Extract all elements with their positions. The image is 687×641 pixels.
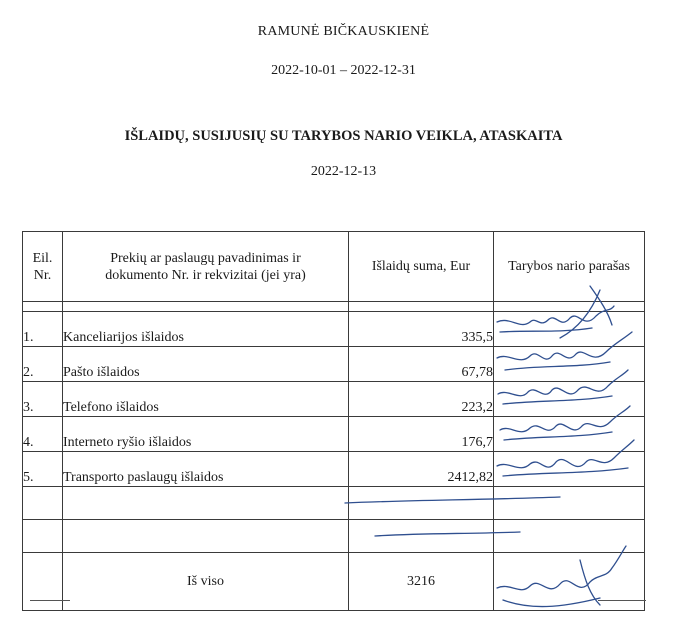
- row-name: Kanceliarijos išlaidos: [63, 312, 349, 347]
- total-signature: [494, 553, 645, 611]
- total-label: Iš viso: [63, 553, 349, 611]
- header-signature: Tarybos nario parašas: [494, 232, 645, 302]
- row-sum: 176,7: [349, 417, 494, 452]
- row-name: Transporto paslaugų išlaidos: [63, 452, 349, 487]
- row-sum: 335,5: [349, 312, 494, 347]
- row-sum: 223,2: [349, 382, 494, 417]
- table-row: [23, 452, 645, 487]
- table-row: [23, 382, 645, 417]
- row-name: Pašto išlaidos: [63, 347, 349, 382]
- header-sum: Išlaidų suma, Eur: [349, 232, 494, 302]
- bottom-rule: [598, 600, 646, 601]
- row-number: 3.: [23, 382, 63, 417]
- report-date: 2022-12-13: [310, 164, 377, 179]
- report-period: 2022-10-01 – 2022-12-31: [271, 63, 416, 78]
- empty-row: [23, 487, 645, 520]
- expense-table: [22, 231, 645, 611]
- report-title: IŠLAIDŲ, SUSIJUSIŲ SU TARYBOS NARIO VEIKLA, ATASKAITA: [124, 128, 563, 144]
- row-signature: [494, 347, 645, 382]
- table-row: [23, 347, 645, 382]
- row-signature: [494, 417, 645, 452]
- table-header-row: [23, 232, 645, 302]
- total-row: [23, 553, 645, 611]
- row-number: 1.: [23, 312, 63, 347]
- row-signature: [494, 312, 645, 347]
- row-number: 2.: [23, 347, 63, 382]
- person-name: RAMUNĖ BIČKAUSKIENĖ: [257, 24, 430, 39]
- table-row: [23, 417, 645, 452]
- bottom-rule: [30, 600, 70, 601]
- row-signature: [494, 452, 645, 487]
- total-value: 3216: [349, 553, 494, 611]
- row-number: 4.: [23, 417, 63, 452]
- spacer-row: [23, 302, 645, 312]
- row-number: 5.: [23, 452, 63, 487]
- row-name: Interneto ryšio išlaidos: [63, 417, 349, 452]
- header-name: Prekių ar paslaugų pavadinimas ir dokumento Nr. ir rekvizitai (jei yra): [63, 232, 349, 302]
- row-sum: 2412,82: [349, 452, 494, 487]
- table-row: [23, 312, 645, 347]
- empty-row: [23, 520, 645, 553]
- row-signature: [494, 382, 645, 417]
- row-name: Telefono išlaidos: [63, 382, 349, 417]
- header-nr: Eil. Nr.: [23, 232, 63, 302]
- row-sum: 67,78: [349, 347, 494, 382]
